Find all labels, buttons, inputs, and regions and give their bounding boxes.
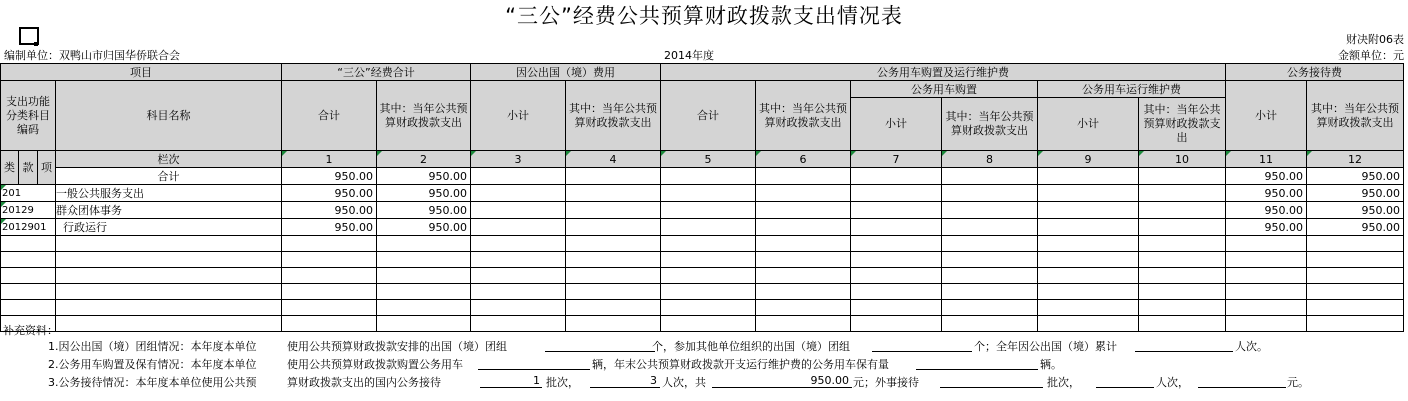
- empty-cell[interactable]: [661, 300, 756, 316]
- empty-cell[interactable]: [942, 236, 1038, 252]
- empty-cell[interactable]: [661, 268, 756, 284]
- empty-cell[interactable]: [1139, 268, 1226, 284]
- supplement-label: 补充资料：: [3, 324, 58, 337]
- header-sangong-total: “三公”经费合计: [282, 64, 471, 81]
- empty-cell[interactable]: [282, 252, 377, 268]
- supplement-line3-g: 人次，: [1156, 376, 1189, 389]
- header-xiang: 项: [38, 151, 56, 185]
- empty-cell[interactable]: [56, 268, 282, 284]
- supplement-line2-a: 2.公务用车购置及保有情况：本年度本单位: [48, 358, 257, 371]
- empty-cell[interactable]: [1139, 252, 1226, 268]
- line3-blank-2[interactable]: [590, 387, 660, 388]
- empty-cell[interactable]: [661, 284, 756, 300]
- empty-cell[interactable]: [1, 284, 56, 300]
- empty-cell[interactable]: [377, 316, 471, 332]
- empty-cell[interactable]: [756, 300, 851, 316]
- row-code[interactable]: 201: [1, 185, 56, 202]
- row-code[interactable]: 2012901: [1, 219, 56, 236]
- col-number-10: 10: [1139, 151, 1226, 168]
- header-col10: 其中：当年公共预算财政拨款支出: [1139, 98, 1226, 151]
- empty-cell[interactable]: [942, 252, 1038, 268]
- row-cell[interactable]: [1139, 185, 1226, 202]
- total-cell[interactable]: [756, 168, 851, 185]
- empty-cell[interactable]: [566, 316, 661, 332]
- line1-blank-2[interactable]: [872, 351, 972, 352]
- empty-cell[interactable]: [756, 268, 851, 284]
- empty-cell[interactable]: [377, 300, 471, 316]
- empty-cell[interactable]: [851, 300, 942, 316]
- empty-cell[interactable]: [942, 284, 1038, 300]
- header-col2: 其中：当年公共预算财政拨款支出: [377, 81, 471, 151]
- empty-cell[interactable]: [282, 236, 377, 252]
- empty-cell[interactable]: [56, 284, 282, 300]
- empty-cell[interactable]: [1038, 252, 1139, 268]
- empty-cell[interactable]: [566, 284, 661, 300]
- empty-cell[interactable]: [377, 268, 471, 284]
- row-cell[interactable]: 950.00: [282, 219, 377, 236]
- empty-cell[interactable]: [566, 236, 661, 252]
- row-code[interactable]: 20129: [1, 202, 56, 219]
- row-cell[interactable]: 950.00: [377, 219, 471, 236]
- header-col5: 合计: [661, 81, 756, 151]
- total-cell[interactable]: 950.00: [1307, 168, 1404, 185]
- empty-cell[interactable]: [56, 316, 282, 332]
- empty-cell[interactable]: [471, 316, 566, 332]
- domestic-batches[interactable]: 1: [533, 374, 540, 387]
- empty-cell[interactable]: [1226, 236, 1307, 252]
- header-col9: 小计: [1038, 98, 1139, 151]
- empty-cell[interactable]: [282, 316, 377, 332]
- empty-cell[interactable]: [377, 284, 471, 300]
- row-subject[interactable]: 群众团体事务: [56, 202, 282, 219]
- empty-cell[interactable]: [1139, 284, 1226, 300]
- total-cell[interactable]: [471, 168, 566, 185]
- header-col11: 小计: [1226, 81, 1307, 151]
- empty-cell[interactable]: [756, 284, 851, 300]
- col-number-2: 2: [377, 151, 471, 168]
- empty-cell[interactable]: [1226, 268, 1307, 284]
- empty-cell[interactable]: [1307, 284, 1404, 300]
- line3-blank-6[interactable]: [1198, 387, 1286, 388]
- row-cell[interactable]: [471, 219, 566, 236]
- col-number-3: 3: [471, 151, 566, 168]
- total-cell[interactable]: [1139, 168, 1226, 185]
- row-cell[interactable]: 950.00: [1226, 202, 1307, 219]
- empty-cell[interactable]: [756, 252, 851, 268]
- supplement-line1-e: 人次。: [1235, 340, 1268, 353]
- empty-cell[interactable]: [471, 284, 566, 300]
- empty-cell[interactable]: [1038, 236, 1139, 252]
- empty-cell[interactable]: [1307, 316, 1404, 332]
- total-cell[interactable]: 950.00: [1226, 168, 1307, 185]
- header-lei: 类: [1, 151, 19, 185]
- empty-cell[interactable]: [566, 252, 661, 268]
- total-cell[interactable]: [661, 168, 756, 185]
- row-subject[interactable]: 一般公共服务支出: [56, 185, 282, 202]
- header-kuan: 款: [19, 151, 38, 185]
- empty-cell[interactable]: [56, 236, 282, 252]
- empty-cell[interactable]: [566, 268, 661, 284]
- row-cell[interactable]: [756, 202, 851, 219]
- empty-cell[interactable]: [282, 268, 377, 284]
- row-cell[interactable]: 950.00: [1307, 219, 1404, 236]
- supplement-line3-h: 元。: [1287, 376, 1309, 389]
- line3-blank-1[interactable]: [480, 387, 542, 388]
- empty-cell[interactable]: [566, 300, 661, 316]
- header-vehicle-purchase: 公务用车购置: [851, 81, 1038, 98]
- empty-cell[interactable]: [1226, 284, 1307, 300]
- attachment-number: 财决附06表: [1346, 33, 1404, 46]
- empty-cell[interactable]: [282, 300, 377, 316]
- col-number-8: 8: [942, 151, 1038, 168]
- header-lanci: 栏次: [56, 151, 282, 168]
- domestic-persons[interactable]: 3: [650, 374, 657, 387]
- empty-cell[interactable]: [851, 284, 942, 300]
- empty-cell[interactable]: [1038, 268, 1139, 284]
- empty-cell[interactable]: [756, 316, 851, 332]
- line1-blank-1[interactable]: [545, 351, 655, 352]
- empty-cell[interactable]: [1226, 252, 1307, 268]
- empty-cell[interactable]: [1139, 236, 1226, 252]
- header-vehicle: 公务用车购置及运行维护费: [661, 64, 1226, 81]
- row-cell[interactable]: [471, 202, 566, 219]
- row-cell[interactable]: [661, 185, 756, 202]
- header-abroad: 因公出国（境）费用: [471, 64, 661, 81]
- col-number-1: 1: [282, 151, 377, 168]
- col-number-7: 7: [851, 151, 942, 168]
- empty-cell[interactable]: [1226, 300, 1307, 316]
- empty-cell[interactable]: [1226, 316, 1307, 332]
- row-cell[interactable]: [566, 185, 661, 202]
- row-cell[interactable]: [851, 185, 942, 202]
- line3-blank-4[interactable]: [940, 387, 1043, 388]
- supplement-line1-d: 个；全年因公出国（境）累计: [974, 340, 1117, 353]
- empty-cell[interactable]: [471, 268, 566, 284]
- empty-cell[interactable]: [377, 236, 471, 252]
- row-cell[interactable]: [1038, 219, 1139, 236]
- row-cell[interactable]: [942, 219, 1038, 236]
- row-cell[interactable]: [942, 202, 1038, 219]
- line1-blank-3[interactable]: [1135, 351, 1233, 352]
- expense-table: [0, 63, 1404, 332]
- row-cell[interactable]: [566, 219, 661, 236]
- empty-cell[interactable]: [282, 284, 377, 300]
- total-cell[interactable]: [1038, 168, 1139, 185]
- row-cell[interactable]: [1139, 219, 1226, 236]
- resize-handle[interactable]: [34, 42, 38, 46]
- row-cell[interactable]: [661, 202, 756, 219]
- header-project: 项目: [1, 64, 282, 81]
- empty-cell[interactable]: [56, 252, 282, 268]
- row-cell[interactable]: [661, 219, 756, 236]
- empty-cell[interactable]: [1038, 284, 1139, 300]
- row-cell[interactable]: 950.00: [1226, 185, 1307, 202]
- empty-cell[interactable]: [471, 236, 566, 252]
- supplement-line3-e: 元；外事接待: [853, 376, 919, 389]
- empty-cell[interactable]: [471, 300, 566, 316]
- row-cell[interactable]: 950.00: [1307, 185, 1404, 202]
- line2-blank-1[interactable]: [478, 369, 590, 370]
- empty-cell[interactable]: [1038, 316, 1139, 332]
- row-cell[interactable]: 950.00: [377, 185, 471, 202]
- col-number-11: 11: [1226, 151, 1307, 168]
- header-subject-name: 科目名称: [56, 81, 282, 151]
- header-col8: 其中：当年公共预算财政拨款支出: [942, 98, 1038, 151]
- header-col7: 小计: [851, 98, 942, 151]
- total-label[interactable]: 合计: [56, 168, 282, 185]
- empty-cell[interactable]: [851, 236, 942, 252]
- line3-blank-5[interactable]: [1096, 387, 1154, 388]
- row-cell[interactable]: [756, 185, 851, 202]
- total-cell[interactable]: [942, 168, 1038, 185]
- report-year: 2014年度: [664, 49, 714, 62]
- empty-cell[interactable]: [1, 300, 56, 316]
- header-vehicle-maint: 公务用车运行维护费: [1038, 81, 1226, 98]
- col-number-5: 5: [661, 151, 756, 168]
- row-cell[interactable]: [756, 219, 851, 236]
- empty-cell[interactable]: [1307, 236, 1404, 252]
- row-cell[interactable]: [851, 219, 942, 236]
- empty-cell[interactable]: [756, 236, 851, 252]
- page-title: “三公”经费公共预算财政拨款支出情况表: [505, 4, 903, 28]
- header-reception: 公务接待费: [1226, 64, 1404, 81]
- empty-cell[interactable]: [471, 252, 566, 268]
- empty-cell[interactable]: [1, 236, 56, 252]
- empty-cell[interactable]: [942, 268, 1038, 284]
- supplement-line3-d: 人次，共: [662, 376, 706, 389]
- total-cell[interactable]: [566, 168, 661, 185]
- header-func-code: 支出功能分类科目编码: [1, 81, 56, 151]
- supplement-line3-f: 批次，: [1047, 376, 1080, 389]
- line2-blank-2[interactable]: [916, 369, 1038, 370]
- header-col6: 其中：当年公共预算财政拨款支出: [756, 81, 851, 151]
- empty-cell[interactable]: [851, 316, 942, 332]
- empty-cell[interactable]: [661, 316, 756, 332]
- row-cell[interactable]: 950.00: [377, 202, 471, 219]
- supplement-line1-c: 个，参加其他单位组织的出国（境）团组: [652, 340, 850, 353]
- row-subject[interactable]: 行政运行: [56, 219, 282, 236]
- amount-unit: 金额单位：元: [1338, 49, 1404, 62]
- header-col3: 小计: [471, 81, 566, 151]
- header-col4: 其中：当年公共预算财政拨款支出: [566, 81, 661, 151]
- col-number-4: 4: [566, 151, 661, 168]
- supplement-line1-b: 使用公共预算财政拨款安排的出国（境）团组: [287, 340, 507, 353]
- supplement-line3-b: 算财政拨款支出的国内公务接待: [287, 376, 441, 389]
- empty-cell[interactable]: [56, 300, 282, 316]
- supplement-line2-c: 辆，年末公共预算财政拨款开支运行维护费的公务用车保有量: [592, 358, 889, 371]
- empty-cell[interactable]: [942, 300, 1038, 316]
- compiling-unit: 编制单位：双鸭山市归国华侨联合会: [4, 49, 180, 62]
- col-number-12: 12: [1307, 151, 1404, 168]
- row-cell[interactable]: [1038, 185, 1139, 202]
- empty-cell[interactable]: [942, 316, 1038, 332]
- empty-cell[interactable]: [1, 268, 56, 284]
- line3-blank-3[interactable]: [712, 387, 852, 388]
- col-number-6: 6: [756, 151, 851, 168]
- row-cell[interactable]: 950.00: [282, 185, 377, 202]
- empty-cell[interactable]: [1139, 316, 1226, 332]
- total-cell[interactable]: 950.00: [282, 168, 377, 185]
- row-cell[interactable]: 950.00: [282, 202, 377, 219]
- header-col12: 其中：当年公共预算财政拨款支出: [1307, 81, 1404, 151]
- empty-cell[interactable]: [1307, 300, 1404, 316]
- supplement-line2-b: 使用公共预算财政拨款购置公务用车: [287, 358, 463, 371]
- supplement-line1-a: 1.因公出国（境）团组情况：本年度本单位: [48, 340, 257, 353]
- empty-cell[interactable]: [1, 252, 56, 268]
- row-cell[interactable]: [942, 185, 1038, 202]
- header-col1: 合计: [282, 81, 377, 151]
- empty-cell[interactable]: [661, 252, 756, 268]
- row-cell[interactable]: [566, 202, 661, 219]
- empty-cell[interactable]: [1307, 252, 1404, 268]
- total-cell[interactable]: [851, 168, 942, 185]
- supplement-line3-c: 批次，: [546, 376, 579, 389]
- total-cell[interactable]: 950.00: [377, 168, 471, 185]
- empty-cell[interactable]: [377, 252, 471, 268]
- supplement-line3-a: 3.公务接待情况：本年度本单位使用公共预: [48, 376, 257, 389]
- domestic-amount[interactable]: 950.00: [810, 374, 849, 387]
- row-cell[interactable]: 950.00: [1226, 219, 1307, 236]
- row-cell[interactable]: [1038, 202, 1139, 219]
- empty-cell[interactable]: [1139, 300, 1226, 316]
- row-cell[interactable]: [1139, 202, 1226, 219]
- row-cell[interactable]: [851, 202, 942, 219]
- empty-cell[interactable]: [851, 252, 942, 268]
- empty-cell[interactable]: [1307, 268, 1404, 284]
- empty-cell[interactable]: [851, 268, 942, 284]
- col-number-9: 9: [1038, 151, 1139, 168]
- empty-cell[interactable]: [661, 236, 756, 252]
- empty-cell[interactable]: [1038, 300, 1139, 316]
- supplement-line2-d: 辆。: [1040, 358, 1062, 371]
- row-cell[interactable]: 950.00: [1307, 202, 1404, 219]
- row-cell[interactable]: [471, 185, 566, 202]
